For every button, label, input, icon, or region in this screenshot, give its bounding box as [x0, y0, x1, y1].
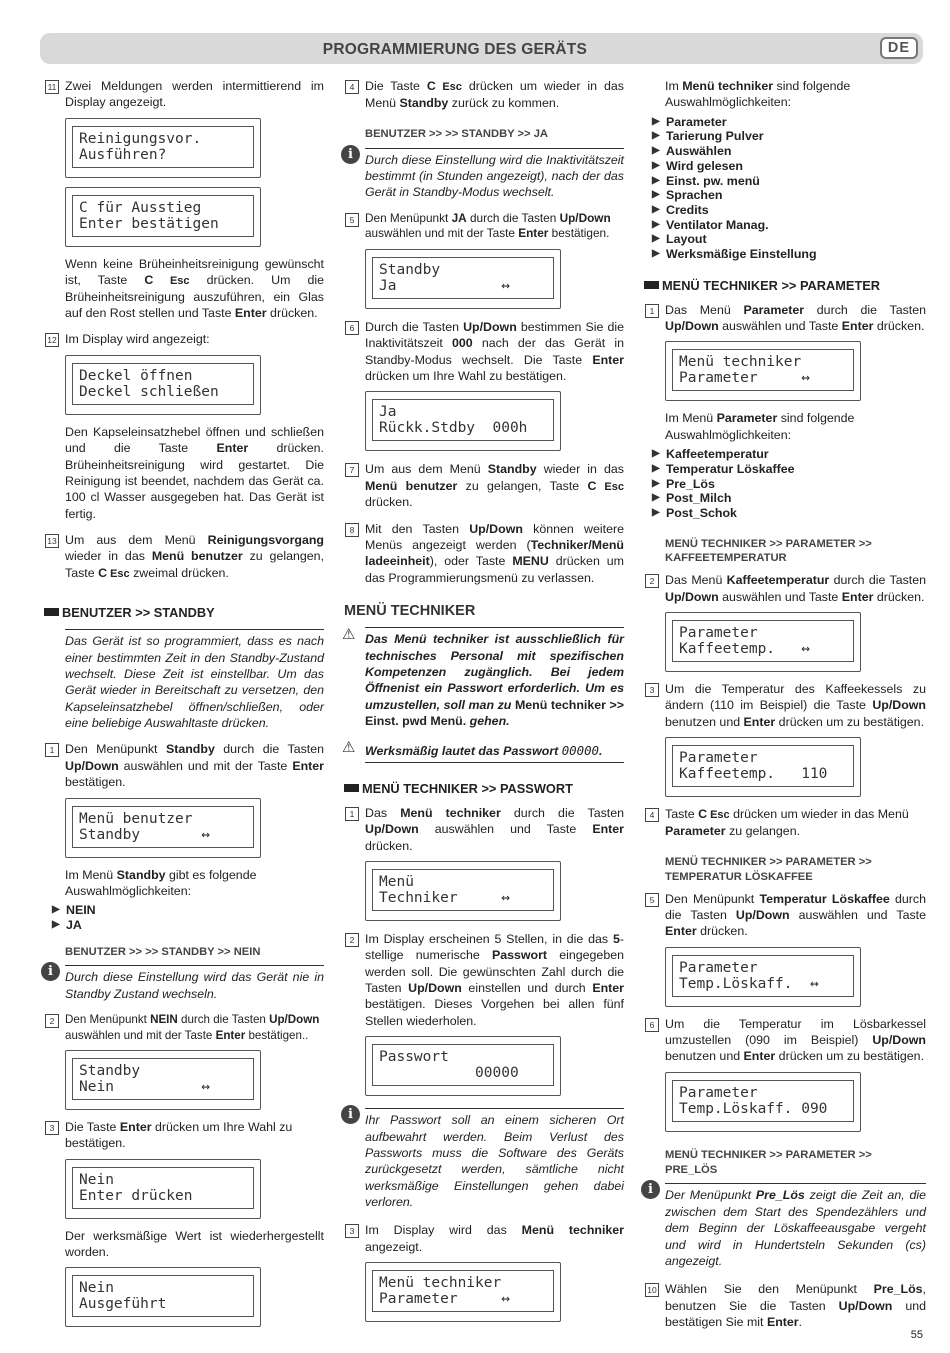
option-item: ▶ Einst. pw. menü [652, 174, 926, 189]
step-1: 1 Das Menü techniker durch die Tasten Up/Down auswählen und Taste Enter drücken. [344, 805, 624, 854]
lcd-display [65, 1050, 261, 1110]
lcd-line: Ja [379, 404, 397, 421]
step-6: 6 Um die Temperatur im Lösbarkessel umzustellen (090 im Beispiel) Up/Down benutzen und Enter drücken um zu bestätigen. [644, 1016, 926, 1065]
step-number: 4 [645, 808, 659, 822]
page-title: PROGRAMMIERUNG DES GERÄTS [322, 41, 587, 58]
lcd-line: Kaffeetemp. 110 [679, 766, 828, 783]
note [644, 1183, 926, 1269]
lcd-display [65, 118, 261, 178]
step-number: 12 [45, 333, 59, 347]
lcd-line: Standby [379, 261, 441, 278]
warning-text: Werksmäßig lautet das Passwort 00000. [365, 740, 624, 763]
lcd-display [65, 355, 261, 415]
lcd-line: Reinigungsvor. [79, 130, 202, 147]
option-list [652, 115, 926, 262]
lcd-line: Parameter [679, 959, 758, 976]
lcd-line: Parameter [679, 750, 758, 767]
lcd-display [665, 947, 861, 1007]
option-item: ▶ Ventilator Manag. [652, 218, 926, 233]
lcd-line: Passwort [379, 1049, 449, 1066]
option-item: ▶ Kaffeetemperatur [652, 447, 926, 462]
step-number: 3 [645, 683, 659, 697]
step-3: 3 Um die Temperatur des Kaffeekessels zu ändern (110 im Beispiel) die Taste Up/Down benutzen und Enter drücken um zu bestätigen. [644, 681, 926, 730]
language-badge: DE [880, 37, 918, 59]
info-icon: i [341, 145, 360, 164]
page-header [40, 33, 923, 64]
section-title: MENÜ TECHNIKER [344, 603, 476, 620]
lcd-line: Techniker ↔ [379, 889, 510, 906]
step-number: 2 [45, 1014, 59, 1028]
lcd-display [365, 249, 561, 309]
option-item: ▶ Wird gelesen [652, 159, 926, 174]
lcd-line: Enter bestätigen [79, 215, 219, 232]
lcd-line: Ausführen? [79, 146, 167, 163]
column-2 [344, 78, 624, 1331]
step-2: 2 Den Menüpunkt NEIN durch die Tasten Up/Down auswählen und mit der Taste Enter bestätigen.. [44, 1012, 324, 1043]
paragraph: Im Menü techniker sind folgende Auswahlmöglichkeiten: [665, 79, 851, 110]
paragraph: Wenn keine Brüheinheitsreinigung gewünscht ist, Taste C Esc drücken. Um die Brüheinheitsreinigung auszuführen, ein Glas auf den Rost stellen und Taste Enter drücken. [65, 256, 325, 321]
note [44, 965, 324, 1002]
step-3: 3 Im Display wird das Menü techniker angezeigt. [344, 1222, 624, 1255]
option-item: ▶ Post_Milch [652, 491, 926, 506]
note [344, 148, 624, 201]
lcd-display [65, 1267, 261, 1327]
note-text: Ihr Passwort soll an einem sicheren Ort aufbewahrt werden. Beim Verlust des Passworts muss die Software des Geräts zurückgesetzt werden, sämtliche nicht werksmäßige Einstellungen gehen dabei verloren. [365, 1108, 624, 1210]
step-number: 4 [345, 80, 359, 94]
option-item: ▶ Layout [652, 232, 926, 247]
step-8: 8 Mit den Tasten Up/Down können weitere Menüs angezeigt werden (Techniker/Menü ladeeinheit), oder Taste MENU drücken um das Programmierungsmenü zu verlassen. [344, 521, 624, 587]
info-icon: i [641, 1180, 660, 1199]
note [344, 1108, 624, 1210]
note-text: Das Gerät ist so programmiert, dass es nach einer bestimmten Zeit in den Standby-Zustand wechselt. Diese Zeit ist einstellbar. Um das Gerät wieder in Bereitschaft zu versetzen, den Kapseleinsatzhebel öffnen/schließen, oder eine beliebige Auswahltaste drücken. [65, 629, 324, 731]
subsection-heading: MENÜ TECHNIKER >> PARAMETER >> KAFFEETEMPERATUR [665, 537, 872, 565]
warning-icon: ⚠ [342, 738, 356, 756]
lcd-line: Rückk.Stdby 000h [379, 420, 528, 437]
step-number: 8 [345, 523, 359, 537]
step-number: 11 [45, 80, 59, 94]
option-item: ▶ Temperatur Löskaffee [652, 462, 926, 477]
column-3 [644, 78, 926, 1336]
step-5: 5 Den Menüpunkt Temperatur Löskaffee durch die Tasten Up/Down auswählen und Taste Enter drücken. [644, 891, 926, 940]
step-number: 6 [345, 321, 359, 335]
lcd-line: Parameter [679, 1084, 758, 1101]
subsection-heading: BENUTZER >> >> STANDBY >> JA [365, 127, 548, 140]
option-item: ▶ JA [52, 918, 324, 933]
lcd-line: C für Ausstieg [79, 199, 202, 216]
step-6: 6 Durch die Tasten Up/Down bestimmen Sie die Inaktivitätszeit 000 nach der das Gerät in Standby-Modus wechselt. Die Taste Enter drücken um Ihre Wahl zu bestätigen. [344, 319, 624, 385]
lcd-display [665, 737, 861, 797]
lcd-line: Menü techniker [679, 354, 802, 371]
lcd-line: Menü [379, 873, 414, 890]
step-12 [44, 331, 324, 347]
lcd-line: Standby [79, 1062, 141, 1079]
option-item: ▶ Werksmäßige Einstellung [652, 247, 926, 262]
option-item: ▶ NEIN [52, 903, 324, 918]
subsection-heading: MENÜ TECHNIKER >> PARAMETER >> PRE_LÖS [665, 1148, 872, 1176]
lcd-line: Parameter [679, 625, 758, 641]
option-item: ▶ Auswählen [652, 144, 926, 159]
step-13: 13 Um aus dem Menü Reinigungsvorgang wieder in das Menü benutzer zu gelangen, Taste C Esc zweimal drücken. [44, 532, 324, 581]
warning-icon: ⚠ [342, 626, 356, 644]
lcd-line: Standby ↔ [79, 826, 210, 843]
subsection-heading: MENÜ TECHNIKER >> PARAMETER >> TEMPERATUR LÖSKAFFEE [665, 856, 872, 883]
note [44, 629, 324, 731]
step-number: 7 [345, 463, 359, 477]
option-item: ▶ Credits [652, 203, 926, 218]
lcd-line: Temp.Löskaff. ↔ [679, 975, 819, 992]
lcd-line: Ja ↔ [379, 277, 510, 294]
note-text: Durch diese Einstellung wird das Gerät nie in Standby Zustand wechseln. [65, 965, 324, 1002]
step-number: 1 [345, 807, 359, 821]
warning-text: Das Menü techniker ist ausschließlich für technisches Personal mit spezifischen Kompetenzen zugänglich. Bei jedem Öffnenist ein Passwort erforderlich. Um es umzustellen, soll man zu Menü techniker >> Einst. pwd Menü. gehen. [365, 627, 624, 729]
section-heading: BENUTZER >> STANDBY [44, 605, 324, 622]
lcd-line: Nein ↔ [79, 1078, 210, 1095]
note-text: Der Menüpunkt Pre_Lös zeigt die Zeit an, die zwischen dem Start des Spendezählers und dem Beginn der Löskaffeeausgabe vergeht und wird in Hundertsteln Sekunden (cs) angezeigt. [665, 1183, 926, 1269]
option-item: ▶ Sprachen [652, 188, 926, 203]
option-item: ▶ Tarierung Pulver [652, 129, 926, 144]
warning-note [344, 740, 624, 763]
lcd-line: Deckel schließen [79, 383, 219, 400]
lcd-display [365, 391, 561, 451]
lcd-line: 00000 [379, 1065, 519, 1082]
paragraph: Im Menü Standby gibt es folgende Auswahlmöglichkeiten: [65, 867, 257, 898]
page-number: 55 [910, 1329, 923, 1341]
step-5: 5 Den Menüpunkt JA durch die Tasten Up/Down auswählen und mit der Taste Enter bestätigen. [344, 211, 624, 242]
option-list [52, 903, 324, 932]
step-2: 2 Das Menü Kaffeetemperatur durch die Tasten Up/Down auswählen und Taste Enter drücken. [644, 572, 926, 605]
lcd-line: Temp.Löskaff. 090 [679, 1100, 828, 1117]
step-11 [44, 78, 324, 111]
step-number: 2 [645, 574, 659, 588]
lcd-line: Menü benutzer [79, 810, 193, 827]
step-number: 3 [345, 1224, 359, 1238]
option-list [652, 447, 926, 521]
lcd-line: Parameter ↔ [379, 1291, 510, 1308]
step-number: 2 [345, 933, 359, 947]
step-number: 1 [645, 304, 659, 318]
paragraph: Der werksmäßige Wert ist wiederhergestellt worden. [65, 1228, 324, 1259]
step-number: 13 [45, 534, 59, 548]
step-4: 4 Die Taste C Esc drücken um wieder in das Menü Standby zurück zu kommen. [344, 78, 624, 111]
option-item: ▶ Post_Schok [652, 506, 926, 521]
lcd-line: Menü techniker [379, 1275, 502, 1292]
lcd-display [665, 341, 861, 401]
lcd-line: Nein [79, 1171, 114, 1188]
step-text: Im Display wird angezeigt: [65, 332, 210, 347]
info-icon: i [341, 1105, 360, 1124]
lcd-display [365, 1262, 561, 1322]
note-text: Durch diese Einstellung wird die Inaktivitätszeit bestimmt (in Stunden angezeigt), nach der das Gerät in Standby-Modus wechselt. [365, 148, 624, 201]
lcd-display [65, 187, 261, 247]
step-number: 5 [645, 893, 659, 907]
lcd-display [665, 1072, 861, 1132]
option-item: ▶ Pre_Lös [652, 477, 926, 492]
info-icon: i [41, 962, 60, 981]
step-text: Zwei Meldungen werden intermittierend im Display angezeigt. [65, 79, 324, 110]
step-4: 4 Taste C Esc drücken um wieder in das Menü Parameter zu gelangen. [644, 806, 926, 839]
lcd-line: Parameter ↔ [679, 370, 810, 387]
paragraph: Im Menü Parameter sind folgende Auswahlmöglichkeiten: [665, 411, 855, 442]
step-10: 10 Wählen Sie den Menüpunkt Pre_Lös, benutzen Sie die Tasten Up/Down und bestätigen Sie mit Enter. [644, 1281, 926, 1330]
step-number: 6 [645, 1018, 659, 1032]
section-heading: MENÜ TECHNIKER >> PARAMETER [644, 278, 926, 295]
step-1: 1 Das Menü Parameter durch die Tasten Up/Down auswählen und Taste Enter drücken. [644, 302, 926, 335]
lcd-display [665, 612, 861, 672]
step-2: 2 Im Display erscheinen 5 Stellen, in die das 5-stellige numerische Passwort eingegeben werden soll. Die gewünschten Zahl durch die Tasten Up/Down einstellen und durch Enter bestätigen. Dieses Vorgehen bei allen fünf Stellen wiederholen. [344, 931, 624, 1029]
step-number: 5 [345, 213, 359, 227]
lcd-line: Kaffeetemp. ↔ [679, 641, 810, 657]
lcd-display [65, 1159, 261, 1219]
lcd-line: Nein [79, 1280, 114, 1297]
subsection-heading: BENUTZER >> >> STANDBY >> NEIN [65, 945, 261, 958]
lcd-line: Deckel öffnen [79, 367, 193, 384]
step-number: 1 [45, 743, 59, 757]
lcd-display [365, 861, 561, 921]
lcd-line: Enter drücken [79, 1187, 193, 1204]
step-number: 3 [45, 1121, 59, 1135]
lcd-display [65, 798, 261, 858]
step-1: 1 Den Menüpunkt Standby durch die Tasten Up/Down auswählen und mit der Taste Enter bestätigen. [44, 741, 324, 790]
step-7: 7 Um aus dem Menü Standby wieder in das Menü benutzer zu gelangen, Taste C Esc drücken. [344, 461, 624, 510]
step-number: 10 [645, 1283, 659, 1297]
warning-note [344, 627, 624, 729]
paragraph: Den Kapseleinsatzhebel öffnen und schließen und die Taste Enter drücken. Brüheinheitsreinigung wird gestartet. Die Reinigung ist beendet, nachdem das Gerät ca. 100 cl Wasser ausgegeben hat. Das Gerät ist fertig. [65, 424, 324, 521]
column-1 [44, 78, 324, 1336]
step-3: 3 Die Taste Enter drücken um Ihre Wahl zu bestätigen. [44, 1119, 324, 1152]
section-heading: MENÜ TECHNIKER >> PASSWORT [344, 781, 624, 798]
lcd-display [365, 1036, 561, 1096]
option-item: ▶ Parameter [652, 115, 926, 130]
lcd-line: Ausgeführt [79, 1296, 167, 1313]
